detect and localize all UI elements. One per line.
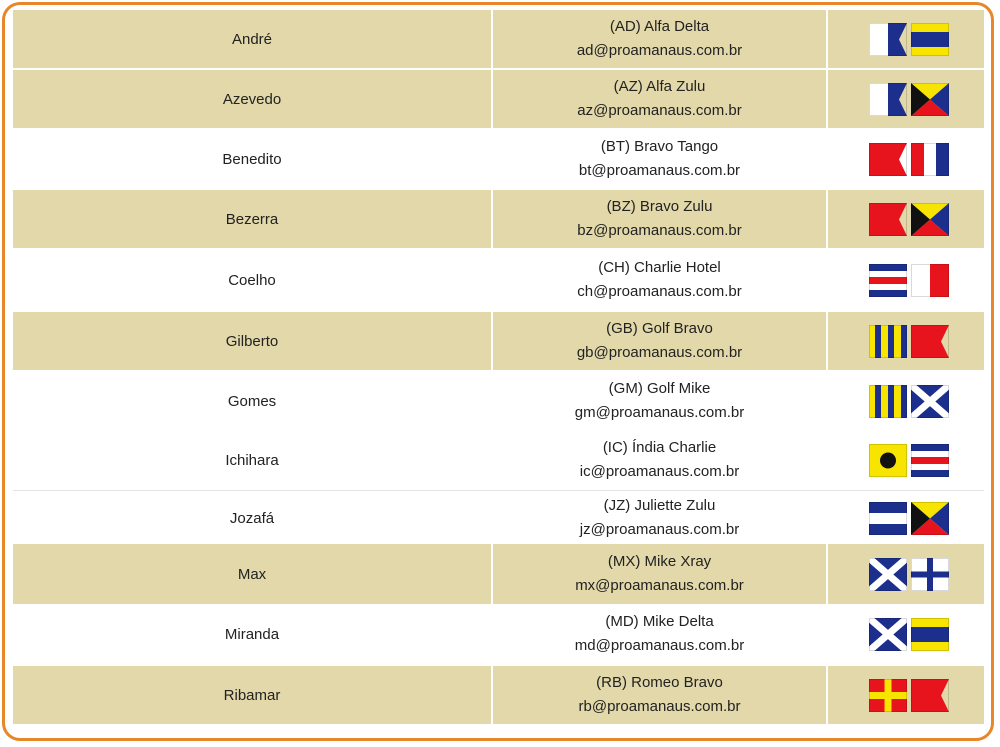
flags-cell — [828, 372, 984, 430]
name-cell — [13, 430, 493, 490]
table-row — [13, 70, 984, 128]
signal-flag-M-icon — [869, 558, 907, 591]
table-row — [13, 130, 984, 188]
contact-name: Azevedo — [222, 90, 282, 108]
signal-flag-T-icon — [911, 143, 949, 176]
contact-name: Miranda — [224, 625, 280, 643]
email-link[interactable]: bt@proamanaus.com.br — [578, 162, 741, 179]
name-cell — [13, 372, 493, 430]
signal-flag-C-icon — [911, 444, 949, 477]
signal-flag-D-icon — [911, 23, 949, 56]
table-row — [13, 250, 984, 310]
email-link[interactable]: md@proamanaus.com.br — [574, 637, 745, 654]
signal-flag-J-icon — [869, 502, 907, 535]
flags-cell — [828, 70, 984, 128]
signal-flag-M-icon — [869, 618, 907, 651]
signal-flag-Z-icon — [911, 83, 949, 116]
signal-flag-D-icon — [911, 618, 949, 651]
flag-code-label: (MD) Mike Delta — [605, 613, 714, 630]
flag-code-label: (GB) Golf Bravo — [606, 320, 713, 337]
info-cell — [493, 312, 828, 370]
table-row — [13, 604, 984, 664]
flags-cell — [828, 666, 984, 724]
table-row — [13, 372, 984, 430]
email-link[interactable]: ad@proamanaus.com.br — [576, 42, 743, 59]
flags-cell — [828, 312, 984, 370]
info-cell — [493, 70, 828, 128]
table-row — [13, 490, 984, 545]
table-row — [13, 430, 984, 490]
signal-flag-B-icon — [869, 203, 907, 236]
contact-name: Bezerra — [225, 210, 279, 228]
email-link[interactable]: gm@proamanaus.com.br — [574, 404, 745, 421]
name-cell — [13, 10, 493, 68]
signal-flag-Z-icon — [911, 203, 949, 236]
name-cell — [13, 491, 493, 545]
flags-cell — [828, 190, 984, 248]
flags-cell — [828, 430, 984, 490]
info-cell — [493, 430, 828, 490]
flag-code-label: (IC) Índia Charlie — [602, 439, 717, 456]
signal-flag-M-icon — [911, 385, 949, 418]
flags-cell — [828, 130, 984, 188]
contact-name: Jozafá — [229, 509, 275, 527]
flag-code-label: (BZ) Bravo Zulu — [606, 198, 713, 215]
contact-name: Gilberto — [225, 332, 279, 350]
flag-code-label: (RB) Romeo Bravo — [596, 674, 723, 691]
signal-flag-I-icon — [869, 444, 907, 477]
signal-flag-Z-icon — [911, 502, 949, 535]
table-row — [13, 312, 984, 370]
name-cell — [13, 130, 493, 188]
info-cell — [493, 130, 828, 188]
signal-flag-G-icon — [869, 385, 907, 418]
name-cell — [13, 666, 493, 724]
signal-flag-C-icon — [869, 264, 907, 297]
info-cell — [493, 666, 828, 724]
contact-name: Benedito — [222, 150, 282, 168]
flag-code-label: (AZ) Alfa Zulu — [613, 78, 706, 95]
flag-code-label: (AD) Alfa Delta — [609, 18, 710, 35]
flags-cell — [828, 544, 984, 604]
signal-flag-G-icon — [869, 325, 907, 358]
contact-name: André — [231, 30, 273, 48]
flag-code-label: (MX) Mike Xray — [607, 553, 712, 570]
signal-flag-H-icon — [911, 264, 949, 297]
signal-flag-A-icon — [869, 23, 907, 56]
flags-cell — [828, 604, 984, 664]
table-row — [13, 666, 984, 724]
name-cell — [13, 190, 493, 248]
signal-flag-B-icon — [911, 679, 949, 712]
flag-code-label: (BT) Bravo Tango — [600, 138, 719, 155]
info-cell — [493, 604, 828, 664]
signal-flag-X-icon — [911, 558, 949, 591]
flag-code-label: (CH) Charlie Hotel — [598, 259, 721, 276]
flag-code-label: (JZ) Juliette Zulu — [603, 497, 716, 514]
info-cell — [493, 190, 828, 248]
info-cell — [493, 491, 828, 545]
name-cell — [13, 312, 493, 370]
flags-cell — [828, 250, 984, 310]
flags-cell — [828, 10, 984, 68]
email-link[interactable]: bz@proamanaus.com.br — [577, 222, 742, 239]
flags-cell — [828, 491, 984, 545]
table-row — [13, 544, 984, 604]
signal-flag-A-icon — [869, 83, 907, 116]
info-cell — [493, 10, 828, 68]
info-cell — [493, 372, 828, 430]
name-cell — [13, 604, 493, 664]
email-link[interactable]: jz@proamanaus.com.br — [579, 521, 740, 538]
contact-name: Ichihara — [225, 451, 279, 469]
signal-flag-B-icon — [911, 325, 949, 358]
email-link[interactable]: mx@proamanaus.com.br — [575, 577, 744, 594]
name-cell — [13, 250, 493, 310]
email-link[interactable]: ch@proamanaus.com.br — [577, 283, 742, 300]
table-row — [13, 10, 984, 68]
info-cell — [493, 250, 828, 310]
email-link[interactable]: gb@proamanaus.com.br — [576, 344, 743, 361]
email-link[interactable]: rb@proamanaus.com.br — [578, 698, 741, 715]
contact-name: Ribamar — [223, 686, 281, 704]
email-link[interactable]: az@proamanaus.com.br — [577, 102, 742, 119]
contact-name: Gomes — [227, 392, 277, 410]
signal-flag-B-icon — [869, 143, 907, 176]
email-link[interactable]: ic@proamanaus.com.br — [579, 463, 740, 480]
contact-name: Coelho — [228, 271, 276, 289]
info-cell — [493, 544, 828, 604]
name-cell — [13, 70, 493, 128]
table-row — [13, 190, 984, 248]
signal-flag-R-icon — [869, 679, 907, 712]
flag-code-label: (GM) Golf Mike — [608, 380, 711, 397]
name-cell — [13, 544, 493, 604]
contact-name: Max — [237, 565, 267, 583]
